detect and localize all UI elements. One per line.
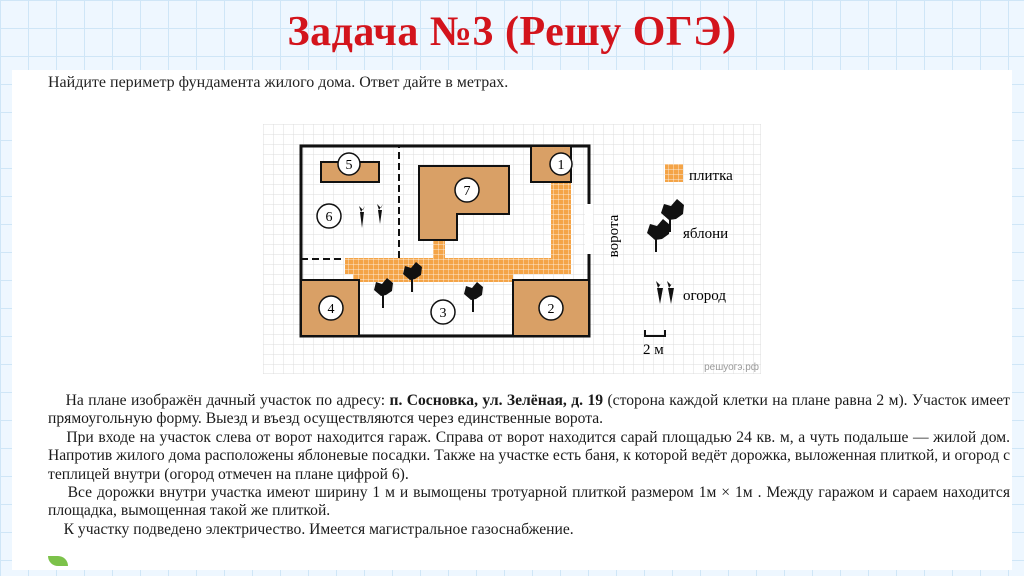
paragraph-3: Все дорожки внутри участка имеют ширину 1 м и вымощены тротуарной плиткой размером 1м × 1м . Между гаражом и сараем находится площадка, вымощенная такой же плиткой. bbox=[48, 484, 1011, 520]
paragraph-4: К участку подведено электричество. Имеется магистральное газоснабжение. bbox=[63, 520, 574, 538]
site-plan bbox=[263, 124, 761, 374]
label-4 bbox=[319, 296, 343, 320]
svg-text:2: 2 bbox=[547, 302, 555, 317]
paragraph-2: При входе на участок слева от ворот находится гараж. Справа от ворот находится сарай площадью 24 кв. м, а чуть подальше — жилой дом. Напротив жилого дома расположены яблоневые посадки. Также на участке есть баня, к которой ведёт дорожка, выложенная плиткой, и огород с теплицей внутри (огород отмечен на плане цифрой 6). bbox=[48, 428, 1011, 483]
tile-path-horizontal bbox=[345, 258, 571, 274]
svg-text:4: 4 bbox=[327, 302, 335, 317]
problem-text bbox=[48, 392, 1010, 539]
legend-tile-swatch bbox=[665, 164, 683, 182]
label-1 bbox=[550, 153, 572, 175]
svg-text:1: 1 bbox=[557, 158, 565, 173]
svg-text:5: 5 bbox=[345, 158, 353, 173]
gate-label: ворота bbox=[606, 214, 622, 258]
watermark: решуогэ.рф bbox=[704, 362, 759, 373]
label-3 bbox=[431, 300, 455, 324]
page-title: Задача №3 (Решу ОГЭ) bbox=[287, 9, 737, 55]
scale-label: 2 м bbox=[643, 342, 664, 358]
svg-text:6: 6 bbox=[325, 210, 333, 225]
svg-text:3: 3 bbox=[439, 306, 447, 321]
gate bbox=[585, 204, 593, 254]
label-5 bbox=[338, 153, 360, 175]
label-7 bbox=[455, 178, 479, 202]
svg-text:7: 7 bbox=[463, 184, 471, 199]
paragraph-1: На плане изображён дачный участок по адресу: п. Сосновка, ул. Зелёная, д. 19 (сторона каждой клетки на плане равна 2 м). Участок имеет прямоугольную форму. Выезд и въезд осуществляются через единственные ворота. bbox=[48, 392, 1010, 428]
tile-platform bbox=[353, 274, 513, 282]
label-2 bbox=[539, 296, 563, 320]
legend-garden-label: огород bbox=[683, 288, 726, 304]
legend-tile-label: плитка bbox=[689, 168, 733, 184]
question-text: Найдите периметр фундамента жилого дома. Ответ дайте в метрах. bbox=[48, 74, 509, 91]
legend-apple-label: яблони bbox=[683, 226, 729, 242]
label-6 bbox=[317, 204, 341, 228]
